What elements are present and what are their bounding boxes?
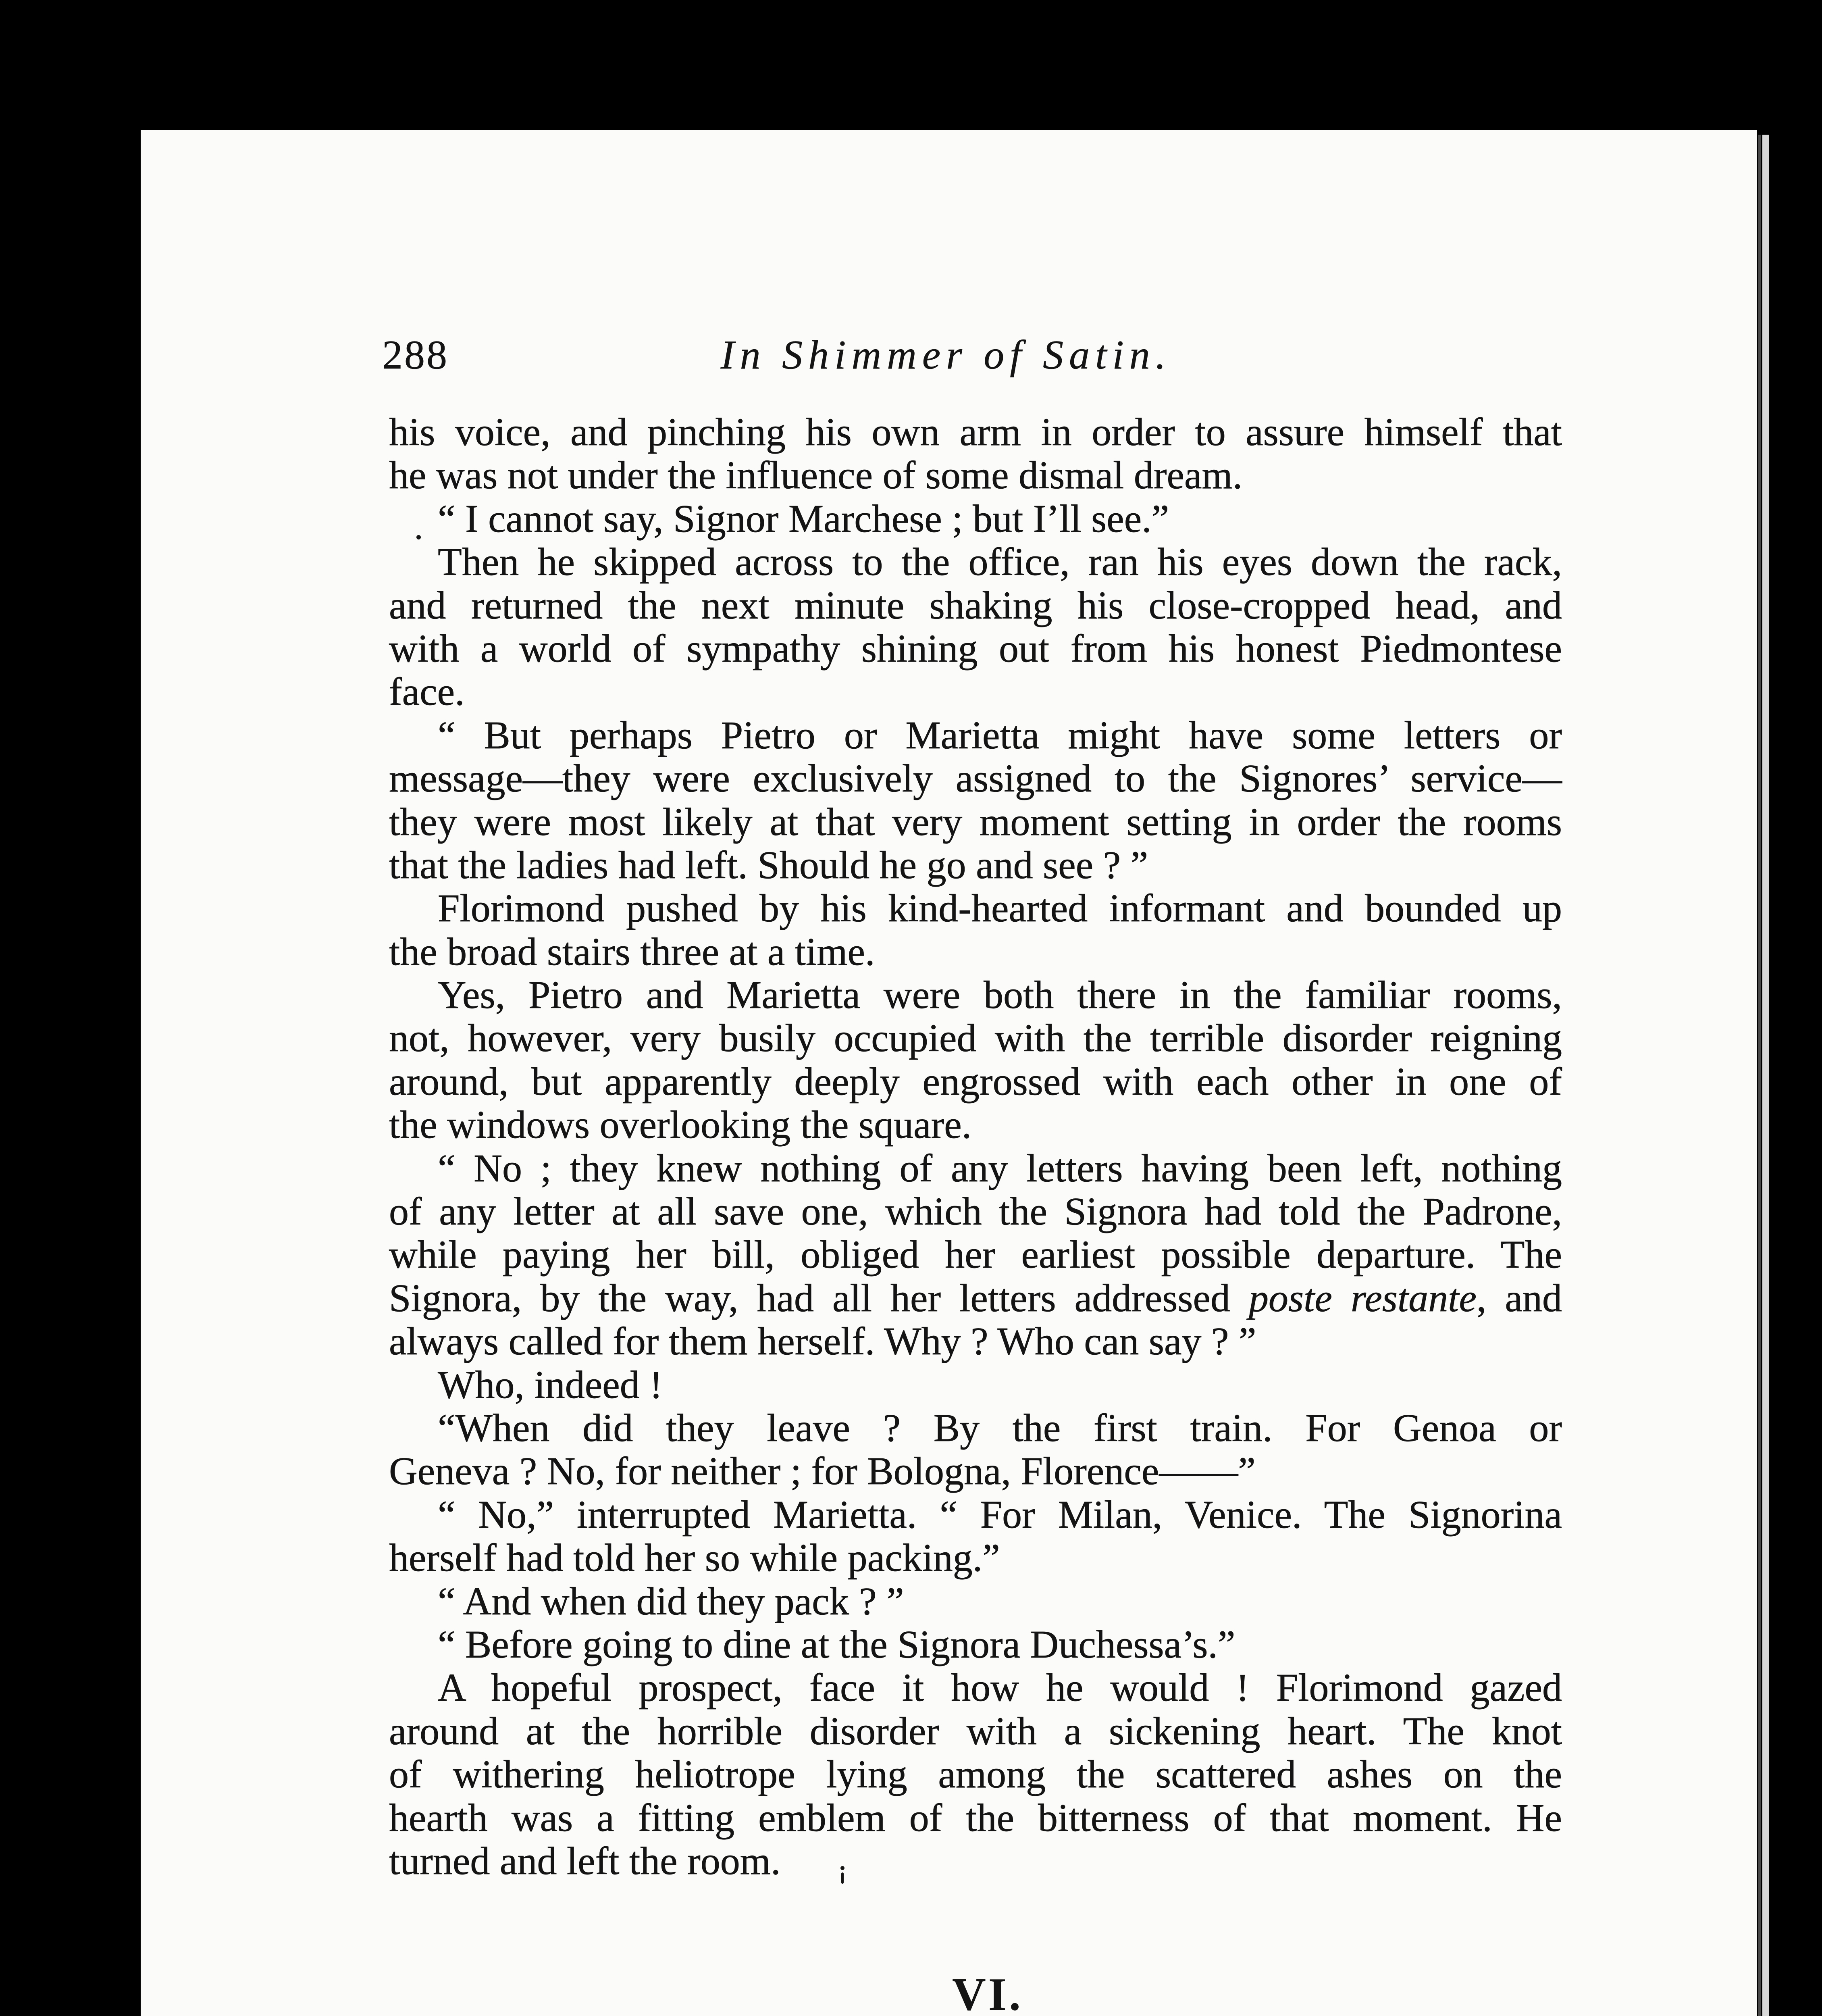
text-line: and returned the next minute shaking his close-cropped head, and xyxy=(389,583,1562,627)
text-line: “ But perhaps Pietro or Marietta might have some letters or xyxy=(438,713,1562,757)
text-line: around, but apparently deeply engrossed with each other in one of xyxy=(389,1060,1562,1104)
text-line: they were most likely at that very moment setting in order the rooms xyxy=(389,800,1562,844)
next-page-edge-shadow xyxy=(1758,135,1761,2016)
text-line: of any letter at all save one, which the Signora had told the Padrone, xyxy=(389,1190,1562,1234)
text-line: with a world of sympathy shining out from his honest Piedmontese xyxy=(389,627,1562,671)
page-number: 288 xyxy=(382,332,449,378)
text-line: hearth was a fitting emblem of the bitterness of that moment. He xyxy=(389,1796,1562,1840)
text-line: not, however, very busily occupied with the terrible disorder reigning xyxy=(389,1016,1562,1060)
text-line: message—they were exclusively assigned to the Signores’ service— xyxy=(389,757,1562,801)
text-line: “ No ; they knew nothing of any letters having been left, nothing xyxy=(438,1146,1562,1190)
text-line: A hopeful prospect, face it how he would ! Florimond gazed xyxy=(438,1666,1562,1710)
text-line: Then he skipped across to the office, ran his eyes down the rack, xyxy=(438,540,1562,584)
text-line: his voice, and pinching his own arm in order to assure himself that xyxy=(389,410,1562,454)
text-line: always called for them herself. Why ? Who can say ? ” xyxy=(389,1320,1256,1364)
text-line: the windows overlooking the square. xyxy=(389,1103,972,1147)
book-page xyxy=(141,130,1757,2016)
ink-speck xyxy=(416,535,421,539)
text-line: “ And when did they pack ? ” xyxy=(438,1579,904,1623)
text-line: he was not under the influence of some dismal dream. xyxy=(389,454,1243,498)
text-line: “ No,” interrupted Marietta. “ For Milan, Venice. The Signorina xyxy=(438,1493,1562,1537)
text-line: Florimond pushed by his kind-hearted informant and bounded up xyxy=(438,887,1562,931)
section-heading: VI. xyxy=(952,1969,1023,2016)
text-run: Signora, by the way, had all her letters addressed xyxy=(389,1276,1249,1320)
text-line: “ I cannot say, Signor Marchese ; but I’ll see.” xyxy=(438,497,1169,541)
text-line: turned and left the room. xyxy=(389,1839,781,1883)
text-line: face. xyxy=(389,670,465,714)
text-line: herself had told her so while packing.” xyxy=(389,1536,1000,1580)
page-header xyxy=(141,333,1757,377)
text-line: while paying her bill, obliged her earliest possible departure. The xyxy=(389,1233,1562,1277)
text-line xyxy=(389,1277,1562,1320)
text-block-before-heading xyxy=(389,411,1562,1883)
ink-speck xyxy=(840,1866,844,1870)
text-line: “ Before going to dine at the Signora Duchessa’s.” xyxy=(438,1622,1235,1666)
text-run: , and xyxy=(1476,1276,1562,1320)
running-title: In Shimmer of Satin. xyxy=(720,332,1172,378)
text-line: that the ladies had left. Should he go and see ? ” xyxy=(389,843,1148,887)
ink-speck xyxy=(841,1872,844,1884)
next-page-edge xyxy=(1762,135,1769,2016)
italic-phrase: poste restante xyxy=(1249,1276,1477,1320)
text-line: Who, indeed ! xyxy=(438,1363,663,1407)
text-line: Geneva ? No, for neither ; for Bologna, Florence——” xyxy=(389,1450,1256,1493)
text-line: around at the horrible disorder with a sickening heart. The knot xyxy=(389,1709,1562,1753)
text-line: “When did they leave ? By the first train. For Genoa or xyxy=(438,1406,1562,1450)
text-line: Yes, Pietro and Marietta were both there in the familiar rooms, xyxy=(438,973,1562,1017)
text-line: the broad stairs three at a time. xyxy=(389,930,875,974)
text-line: of withering heliotrope lying among the scattered ashes on the xyxy=(389,1753,1562,1797)
